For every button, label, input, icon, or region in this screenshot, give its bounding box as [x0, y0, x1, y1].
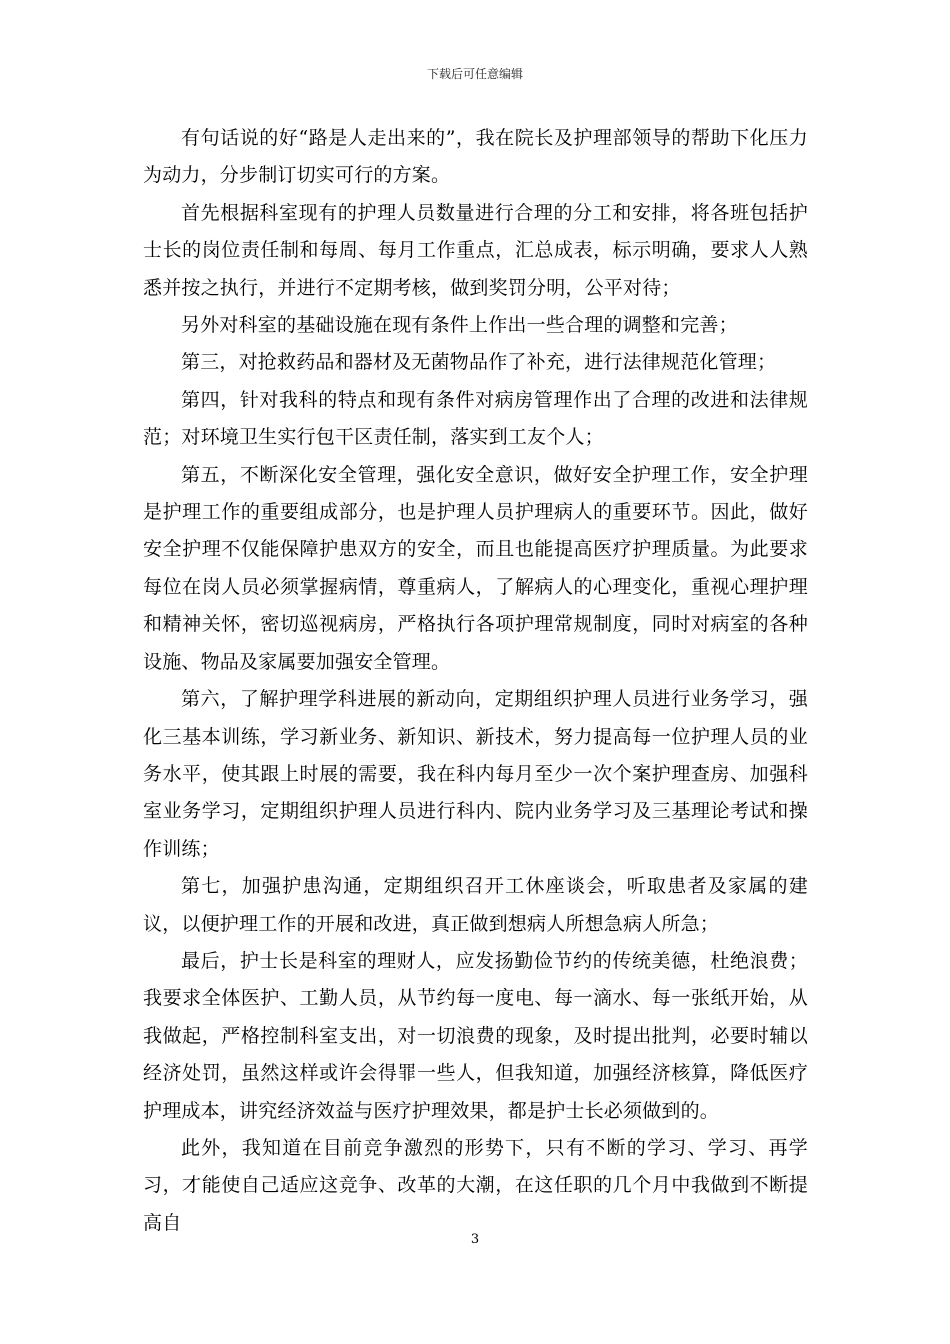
paragraph-last: 最后，护士长是科室的理财人，应发扬勤俭节约的传统美德，杜绝浪费；我要求全体医护、工勤人员，从节约每一度电、每一滴水、每一张纸开始，从我做起，严格控制科室支出，对一切浪费的现象，及时提出批判，必要时辅以经济处罚，虽然这样或许会得罪一些人，但我知道，加强经济核算，降低医疗护理成本，讲究经济效益与医疗护理效果，都是护士长必须做到的。 — [143, 949, 808, 1122]
paragraph-seventh: 第七，加强护患沟通，定期组织召开工休座谈会，听取患者及家属的建议，以便护理工作的开展和改进，真正做到想病人所想急病人所急； — [143, 875, 808, 935]
paragraph-second: 另外对科室的基础设施在现有条件上作出一些合理的调整和完善； — [181, 314, 738, 337]
paragraph-additional: 此外，我知道在目前竞争激烈的形势下，只有不断的学习、学习、再学习，才能使自己适应这竞争、改革的大潮，在这任职的几个月中我做到不断提高自 — [143, 1136, 808, 1234]
paragraph-sixth: 第六，了解护理学科进展的新动向，定期组织护理人员进行业务学习，强化三基本训练，学习新业务、新知识、新技术，努力提高每一位护理人员的业务水平，使其跟上时展的需要，我在科内每月至少一次个案护理查房、加强科室业务学习，定期组织护理人员进行科内、院内业务学习及三基理论考试和操作训练； — [143, 688, 808, 860]
paragraph-third: 第三，对抢救药品和器材及无菌物品作了补充，进行法律规范化管理； — [181, 351, 777, 374]
paragraph-first: 首先根据科室现有的护理人员数量进行合理的分工和安排，将各班包括护士长的岗位责任制和每周、每月工作重点，汇总成表，标示明确，要求人人熟悉并按之执行，并进行不定期考核，做到奖罚分明，公平对待； — [143, 201, 808, 299]
page-header: 下载后可任意编辑 — [426, 67, 523, 81]
paragraph-fifth: 第五，不断深化安全管理，强化安全意识，做好安全护理工作，安全护理是护理工作的重要组成部分，也是护理人员护理病人的重要环节。因此，做好安全护理不仅能保障护患双方的安全，而且也能提高医疗护理质量。为此要求每位在岗人员必须掌握病情，尊重病人，了解病人的心理变化，重视心理护理和精神关怀，密切巡视病房，严格执行各项护理常规制度，同时对病室的各种设施、物品及家属要加强安全管理。 — [143, 463, 808, 673]
paragraph-intro: 有句话说的好“路是人走出来的”，我在院长及护理部领导的帮助下化压力为动力，分步制订切实可行的方案。 — [143, 127, 808, 187]
document-body — [143, 120, 808, 1242]
paragraph-fourth: 第四，针对我科的特点和现有条件对病房管理作出了合理的改进和法律规范；对环境卫生实行包干区责任制，落实到工友个人； — [143, 388, 808, 449]
page-number: 3 — [470, 1232, 480, 1247]
